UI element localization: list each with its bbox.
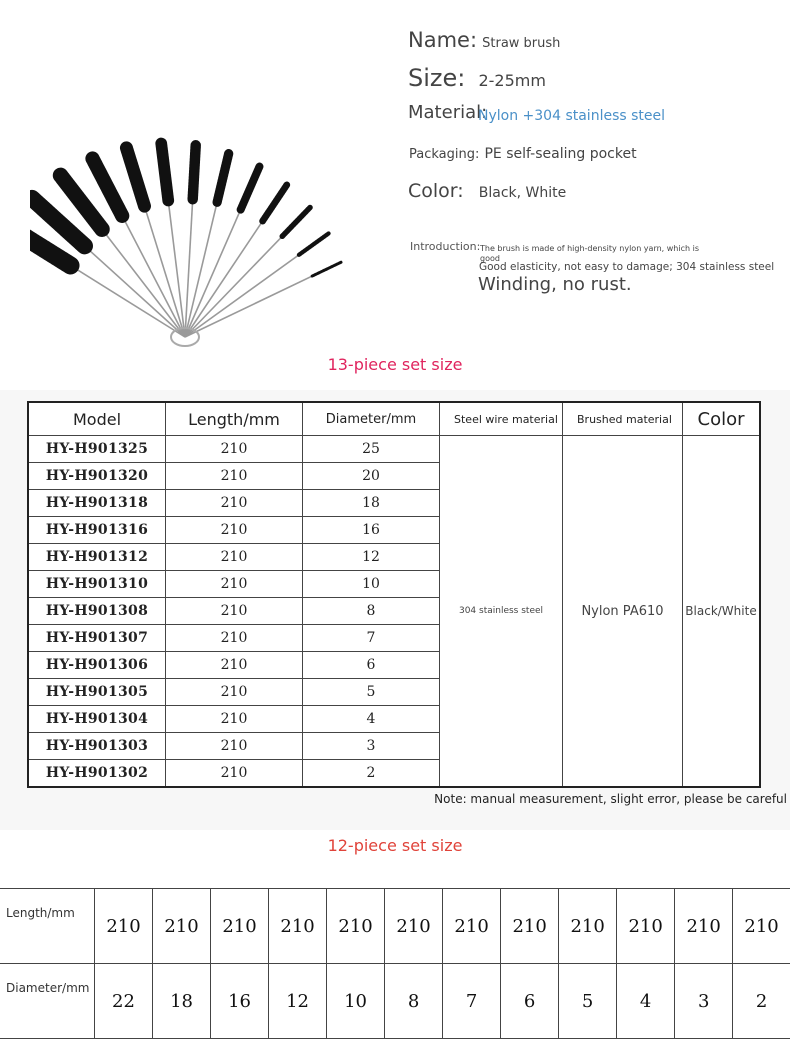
set12-length-cell: 210 (95, 889, 153, 964)
brush-item (185, 185, 287, 337)
cell-model: HY-H901307 (28, 625, 166, 652)
cell-model: HY-H901302 (28, 760, 166, 788)
header-steel: Steel wire material (440, 402, 563, 436)
intro-label: Introduction: (410, 240, 481, 253)
cell-color-merged: Black/White (683, 436, 761, 788)
color-label: Color: (408, 180, 464, 202)
set12-table (0, 888, 790, 1039)
packaging-row (409, 143, 637, 162)
cell-length: 210 (166, 544, 303, 571)
set13-table-body (28, 436, 760, 788)
set12-length-cell: 210 (153, 889, 211, 964)
size-row (408, 64, 546, 92)
cell-diameter: 6 (303, 652, 440, 679)
set12-diameter-cell: 12 (269, 964, 327, 1039)
cell-diameter: 20 (303, 463, 440, 490)
set12-length-cell: 210 (501, 889, 559, 964)
name-value: Straw brush (482, 36, 561, 51)
cell-length: 210 (166, 436, 303, 463)
cell-diameter: 4 (303, 706, 440, 733)
set12-length-cell: 210 (269, 889, 327, 964)
set13-table (27, 401, 761, 788)
set12-length-row (0, 889, 790, 964)
intro-line-3: Winding, no rust. (478, 274, 632, 295)
cell-model: HY-H901312 (28, 544, 166, 571)
set12-title: 12-piece set size (327, 836, 463, 855)
brush-set-image (30, 75, 370, 360)
cell-length: 210 (166, 679, 303, 706)
cell-steel-merged: 304 stainless steel (440, 436, 563, 788)
color-value: Black, White (478, 185, 567, 201)
cell-model: HY-H901306 (28, 652, 166, 679)
cell-diameter: 7 (303, 625, 440, 652)
cell-diameter: 25 (303, 436, 440, 463)
cell-model: HY-H901308 (28, 598, 166, 625)
cell-brushed-merged: Nylon PA610 (563, 436, 683, 788)
intro-line-2: Good elasticity, not easy to damage; 304 stainless steel (479, 261, 775, 273)
set12-diameter-cell: 2 (733, 964, 790, 1039)
set12-diameter-cell: 8 (385, 964, 443, 1039)
set12-length-cell: 210 (443, 889, 501, 964)
header-brushed: Brushed material (563, 402, 683, 436)
set12-diameter-cell: 5 (559, 964, 617, 1039)
cell-length: 210 (166, 733, 303, 760)
header-diameter: Diameter/mm (303, 402, 440, 436)
table-row (28, 436, 760, 463)
set12-diameter-cell: 7 (443, 964, 501, 1039)
cell-diameter: 5 (303, 679, 440, 706)
set12-diameter-cell: 3 (675, 964, 733, 1039)
set12-length-cell: 210 (385, 889, 443, 964)
size-value: 2-25mm (478, 71, 546, 90)
set12-diameter-cell: 6 (501, 964, 559, 1039)
cell-length: 210 (166, 517, 303, 544)
packaging-value: PE self-sealing pocket (484, 146, 637, 162)
cell-length: 210 (166, 706, 303, 733)
set12-diameter-cell: 10 (327, 964, 385, 1039)
material-row (408, 102, 487, 123)
brush-item (185, 262, 342, 337)
set13-header-row (28, 402, 760, 436)
cell-diameter: 8 (303, 598, 440, 625)
set12-diameter-cell: 22 (95, 964, 153, 1039)
set13-title: 13-piece set size (327, 355, 463, 374)
cell-length: 210 (166, 652, 303, 679)
cell-length: 210 (166, 463, 303, 490)
set12-length-cell: 210 (733, 889, 790, 964)
set12-length-cell: 210 (675, 889, 733, 964)
header-length: Length/mm (166, 402, 303, 436)
set12-diameter-cell: 16 (211, 964, 269, 1039)
intro-line-1: The brush is made of high-density nylon yarn, which is (480, 244, 699, 253)
cell-model: HY-H901316 (28, 517, 166, 544)
material-label: Material: (408, 102, 488, 123)
cell-model: HY-H901318 (28, 490, 166, 517)
product-header (0, 0, 790, 390)
set12-length-cell: 210 (327, 889, 385, 964)
cell-diameter: 18 (303, 490, 440, 517)
brush-item (161, 143, 185, 337)
set12-diameter-row (0, 964, 790, 1039)
brush-item (185, 208, 310, 337)
cell-length: 210 (166, 760, 303, 788)
set12-diameter-label: Diameter/mm (0, 964, 95, 1039)
material-value: Nylon +304 stainless steel (478, 108, 666, 124)
cell-diameter: 10 (303, 571, 440, 598)
brush-item (32, 198, 185, 337)
name-row (408, 28, 560, 52)
brush-item (185, 145, 196, 337)
cell-length: 210 (166, 625, 303, 652)
set12-length-cell: 210 (211, 889, 269, 964)
cell-model: HY-H901320 (28, 463, 166, 490)
cell-model: HY-H901310 (28, 571, 166, 598)
packaging-label: Packaging: (409, 147, 480, 162)
set12-diameter-cell: 18 (153, 964, 211, 1039)
cell-length: 210 (166, 598, 303, 625)
name-label: Name: (408, 28, 478, 52)
cell-diameter: 16 (303, 517, 440, 544)
cell-model: HY-H901304 (28, 706, 166, 733)
cell-length: 210 (166, 490, 303, 517)
intro-line-1b: good (480, 254, 500, 263)
measurement-note: Note: manual measurement, slight error, please be careful (434, 792, 787, 806)
set12-length-cell: 210 (617, 889, 675, 964)
cell-model: HY-H901305 (28, 679, 166, 706)
cell-diameter: 12 (303, 544, 440, 571)
cell-diameter: 3 (303, 733, 440, 760)
brush-item (30, 226, 185, 337)
header-model: Model (28, 402, 166, 436)
set12-diameter-cell: 4 (617, 964, 675, 1039)
cell-model: HY-H901303 (28, 733, 166, 760)
cell-model: HY-H901325 (28, 436, 166, 463)
set12-length-label: Length/mm (0, 889, 95, 964)
cell-length: 210 (166, 571, 303, 598)
cell-diameter: 2 (303, 760, 440, 788)
color-row (408, 180, 566, 202)
set12-length-cell: 210 (559, 889, 617, 964)
size-label: Size: (408, 64, 466, 92)
header-color: Color (683, 402, 761, 436)
